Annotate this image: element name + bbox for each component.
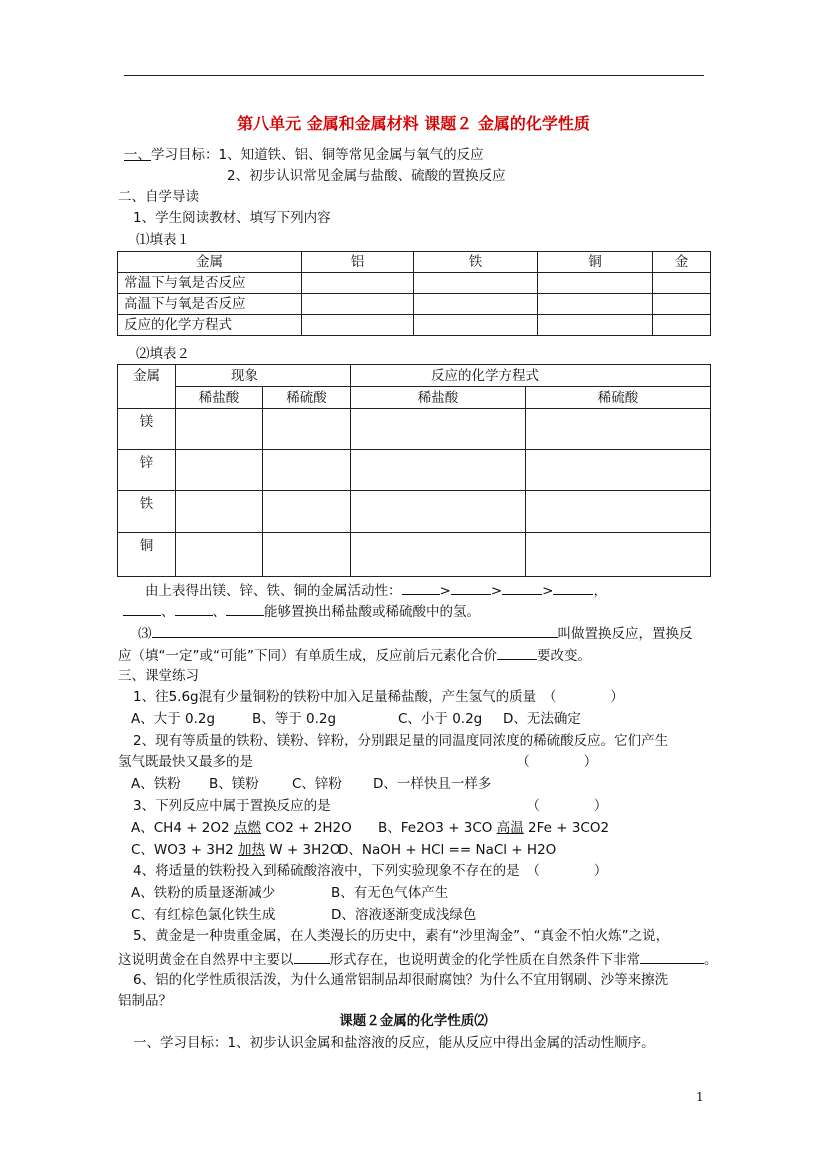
page-number: 1	[696, 1090, 704, 1104]
table2-metal-fe: 铁	[118, 491, 176, 533]
table1-cell[interactable]	[538, 315, 653, 336]
table2-cell[interactable]	[176, 409, 263, 450]
blank-answer[interactable]	[175, 601, 213, 616]
table2-cell[interactable]	[176, 533, 263, 577]
exercise-3: 3、下列反应中属于置换反应的是 （ ）	[133, 798, 608, 814]
table1-row-label: 常温下与氧是否反应	[118, 273, 302, 294]
table1-cell[interactable]	[414, 294, 538, 315]
table2-cell[interactable]	[526, 491, 711, 533]
lesson2-objective: 一、学习目标：1、初步认识金属和盐溶液的反应，能从反应中得出金属的活动性顺序。	[133, 1035, 655, 1051]
table1-caption: ⑴填表１	[136, 232, 190, 248]
reaction-condition: 点燃	[233, 820, 261, 836]
equation-text: A、CH4 + 2O2	[131, 820, 234, 836]
blank-answer[interactable]	[294, 949, 330, 964]
table2-cell[interactable]	[351, 533, 526, 577]
section-self-study: 二、自学导读	[118, 189, 199, 205]
equation-text: C、WO3 + 3H2	[131, 842, 239, 858]
reaction-condition: 高温	[496, 820, 524, 836]
separator: 、	[161, 604, 175, 620]
objectives-prefix: 一、	[124, 147, 151, 163]
table2-cell[interactable]	[263, 450, 351, 491]
equation-text: B、Fe2O3 + 3CO	[378, 820, 497, 836]
exercise-3-option-a[interactable]	[131, 819, 352, 837]
objectives-text1: 学习目标：1、知道铁、铝、铜等常见金属与氧气的反应	[151, 147, 484, 163]
reading-task: 1、学生阅读教材、填写下列内容	[133, 210, 331, 226]
table2-header-metal: 金属	[118, 365, 176, 409]
blank-answer[interactable]	[152, 623, 558, 638]
q3-line2	[118, 645, 591, 665]
table1-row-label: 高温下与氧是否反应	[118, 294, 302, 315]
equation-text: CO2 + 2H2O	[260, 820, 352, 836]
gt-sign: >	[439, 583, 451, 599]
table-metal-acid	[117, 364, 711, 577]
exercise-1-option-b[interactable]: B、等于 0.2g	[252, 711, 337, 727]
exercise-2-line1: 2、现有等质量的铁粉、镁粉、锌粉，分别跟足量的同温度同浓度的稀硫酸反应。它们产生	[133, 733, 669, 749]
table1-header-cu: 铜	[538, 252, 653, 273]
table1-cell[interactable]	[538, 294, 653, 315]
table1-header-al: 铝	[302, 252, 414, 273]
exercise-2-line2: 氢气既最快又最多的是 （ ）	[118, 754, 598, 770]
separator: 、	[212, 604, 226, 620]
table2-metal-cu: 铜	[118, 533, 176, 577]
exercise-1-option-c[interactable]: C、小于 0.2g	[398, 711, 483, 727]
exercise-3-option-b[interactable]	[378, 819, 609, 837]
table2-metal-mg: 镁	[118, 409, 176, 450]
table2-cell[interactable]	[351, 409, 526, 450]
exercise-4: 4、将适量的铁粉投入到稀硫酸溶液中，下列实验现象不存在的是 （ ）	[133, 863, 608, 879]
table1-cell[interactable]	[653, 294, 711, 315]
header-rule	[124, 75, 704, 76]
exercise-4-option-b[interactable]: B、有无色气体产生	[331, 885, 449, 901]
exercise-3-option-c[interactable]	[131, 841, 341, 859]
table2-subheader-hcl: 稀盐酸	[351, 387, 526, 409]
exercise-3-option-d[interactable]: D、NaOH + HCl == NaCl + H2O	[338, 842, 557, 858]
table-metal-oxygen	[117, 251, 711, 336]
activity-line1	[145, 580, 607, 600]
gt-sign: >	[490, 583, 503, 599]
table2-subheader-h2so4: 稀硫酸	[526, 387, 711, 409]
objectives-line1	[124, 146, 484, 164]
table2-cell[interactable]	[176, 450, 263, 491]
activity-text: 能够置换出稀盐酸或稀硫酸中的氢。	[264, 604, 480, 620]
equation-text: W + 3H2O	[265, 842, 341, 858]
table1-cell[interactable]	[414, 315, 538, 336]
table2-cell[interactable]	[263, 491, 351, 533]
blank-answer[interactable]	[402, 580, 440, 595]
table1-cell[interactable]	[538, 273, 653, 294]
gt-sign: >	[542, 583, 554, 599]
reaction-condition: 加热	[238, 842, 266, 858]
table1-cell[interactable]	[302, 294, 414, 315]
table1-cell[interactable]	[414, 273, 538, 294]
table2-cell[interactable]	[526, 533, 711, 577]
exercise-2-option-a[interactable]: A、铁粉	[131, 776, 181, 792]
exercise-6-line2: 铝制品？	[118, 993, 172, 1009]
section-practice: 三、课堂练习	[118, 668, 199, 684]
period: 。	[704, 952, 718, 968]
objectives-line2: 2、初步认识常见金属与盐酸、硫酸的置换反应	[227, 168, 506, 184]
table2-metal-zn: 锌	[118, 450, 176, 491]
q3-text: 应（填“一定”或“可能”下同）有单质生成，反应前后元素化合价	[118, 648, 497, 664]
table1-header-metal: 金属	[118, 252, 302, 273]
table2-cell[interactable]	[351, 450, 526, 491]
table1-cell[interactable]	[653, 315, 711, 336]
table2-cell[interactable]	[263, 409, 351, 450]
table1-cell[interactable]	[302, 315, 414, 336]
table2-cell[interactable]	[526, 450, 711, 491]
blank-answer[interactable]	[123, 601, 161, 616]
q3-text: 叫做置换反应，置换反	[557, 626, 693, 642]
table2-subheader-hcl: 稀盐酸	[176, 387, 263, 409]
q3-line1	[138, 623, 693, 643]
equation-text: 2Fe + 3CO2	[523, 820, 610, 836]
exercise-2-option-d[interactable]: D、一样快且一样多	[373, 776, 492, 792]
activity-text: 由上表得出镁、锌、铁、铜的金属活动性：	[145, 583, 402, 599]
q3-label: ⑶	[138, 626, 152, 642]
activity-line2	[123, 601, 480, 621]
blank-answer[interactable]	[226, 601, 264, 616]
table1-cell[interactable]	[302, 273, 414, 294]
table1-header-fe: 铁	[414, 252, 538, 273]
table1-header-au: 金	[653, 252, 711, 273]
exercise-4-option-c[interactable]: C、有红棕色氯化铁生成	[131, 907, 276, 923]
blank-answer[interactable]	[553, 580, 593, 595]
table1-row-label: 反应的化学方程式	[118, 315, 302, 336]
exercise-2-option-c[interactable]: C、锌粉	[292, 776, 342, 792]
blank-answer[interactable]	[497, 645, 537, 660]
exercise-5-text: 这说明黄金在自然界中主要以	[118, 952, 294, 968]
blank-answer[interactable]	[640, 949, 704, 964]
exercise-4-option-d[interactable]: D、溶液逐渐变成浅绿色	[331, 907, 477, 923]
page-title: 第八单元 金属和金属材料 课题２ 金属的化学性质	[237, 114, 590, 133]
exercise-1-option-a[interactable]: A、大于 0.2g	[131, 711, 216, 727]
table2-cell[interactable]	[176, 491, 263, 533]
table1-cell[interactable]	[653, 273, 711, 294]
exercise-1-option-d[interactable]: D、无法确定	[503, 711, 581, 727]
table2-header-equation: 反应的化学方程式	[351, 365, 711, 387]
exercise-5-line2	[118, 949, 718, 969]
table2-subheader-h2so4: 稀硫酸	[263, 387, 351, 409]
exercise-4-option-a[interactable]: A、铁粉的质量逐渐减少	[131, 885, 276, 901]
blank-answer[interactable]	[502, 580, 542, 595]
table2-cell[interactable]	[526, 409, 711, 450]
table2-header-phenomenon: 现象	[176, 365, 351, 387]
exercise-1: 1、往5.6g混有少量铜粉的铁粉中加入足量稀盐酸，产生氢气的质量 （ ）	[133, 689, 624, 705]
table2-caption: ⑵填表２	[136, 346, 190, 362]
table2-cell[interactable]	[263, 533, 351, 577]
exercise-2-option-b[interactable]: B、镁粉	[209, 776, 259, 792]
blank-answer[interactable]	[451, 580, 491, 595]
comma: ，	[593, 583, 607, 599]
exercise-6-line1: 6、铝的化学性质很活泼，为什么通常铝制品却很耐腐蚀？为什么不宜用钢刷、沙等来擦洗	[133, 972, 669, 988]
table2-cell[interactable]	[351, 491, 526, 533]
exercise-5-text: 形式存在，也说明黄金的化学性质在自然条件下非常	[329, 952, 640, 968]
lesson2-title: 课题２金属的化学性质⑵	[339, 1013, 488, 1029]
q3-text: 要改变。	[536, 648, 591, 664]
exercise-5-line1: 5、黄金是一种贵重金属，在人类漫长的历史中，素有“沙里淘金”、“真金不怕火炼”之说，	[133, 928, 670, 944]
